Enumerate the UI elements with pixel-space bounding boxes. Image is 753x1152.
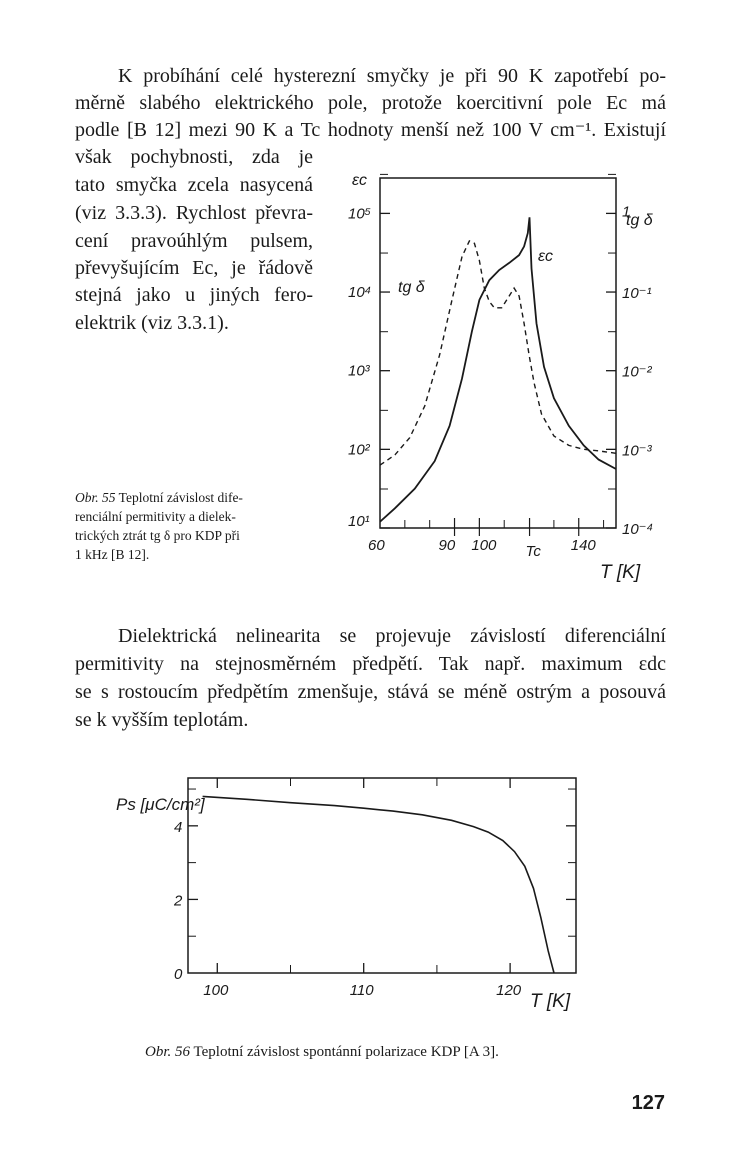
fig55-right-tick-label: 10⁻⁴ [622, 521, 654, 538]
fig56-y-axis-label: Ps [μC/cm²] [116, 795, 205, 814]
fig56-series-ps [203, 796, 554, 973]
para1-line6: (viz 3.3.3). Rychlost převra- [75, 202, 313, 224]
fig56-y-ticks [173, 789, 576, 983]
fig55-annotation-ec: εc [538, 248, 554, 265]
fig55-left-tick-label: 10⁵ [348, 205, 371, 223]
fig56-y-tick-label: 4 [174, 818, 183, 836]
fig55-x-tick-label: 140 [570, 537, 596, 554]
figure55-chart [348, 172, 654, 583]
fig56-x-ticks [203, 778, 522, 999]
fig55-right-tick-label: 10⁻² [622, 363, 652, 381]
page-number: 127 [631, 1092, 665, 1114]
para1-line1: K probíhání celé hysterezní smyčky je při 90 K zapotřebí po- [118, 65, 666, 87]
para1-line5: tato smyčka zcela nasycená [75, 174, 313, 196]
figure56-chart [116, 778, 576, 1012]
figure55-caption-line3: trických ztrát tg δ pro KDP při [75, 528, 240, 543]
para1-line2: měrně slabého elektrického pole, protože koercitivní pole Ec má [75, 92, 666, 114]
fig55-x-tick-label: 100 [471, 537, 497, 554]
fig55-series-tgd [380, 241, 616, 465]
fig55-right-tick-label: 10⁻¹ [622, 285, 652, 303]
fig55-series-ec [380, 217, 616, 521]
fig55-x-tick-label: 60 [368, 537, 385, 554]
para1-line7: cení pravoúhlým pulsem, [75, 230, 313, 252]
fig56-x-tick-label: 100 [203, 982, 229, 999]
fig56-x-axis-label: T [K] [530, 991, 571, 1012]
fig55-x-tick-label: Tc [525, 543, 541, 560]
para1-line8: převyšujícím Ec, je řádově [75, 257, 313, 279]
para2-line3: se s rostoucím předpětím zmenšuje, stává se méně ostrým a posouvá [75, 681, 666, 703]
fig56-y-tick-label: 0 [174, 966, 183, 983]
figure55-caption-line4: 1 kHz [B 12]. [75, 547, 150, 562]
para2-line4: se k vyšším teplotám. [75, 709, 249, 731]
para2-line2: permitivity na stejnosměrném předpětí. Tak např. maximum εdc [75, 653, 666, 675]
figure55-caption-line1: Teplotní závislost dife- [118, 490, 243, 505]
fig55-left-tick-label: 10⁴ [348, 284, 372, 302]
para1-line9: stejná jako u jiných fero- [75, 284, 313, 306]
fig55-right-tick-label: 10⁻³ [622, 442, 652, 460]
fig55-x-axis-label: T [K] [600, 562, 641, 583]
fig55-x-ticks [368, 518, 604, 560]
para1-line3: podle [B 12] mezi 90 K a Tc hodnoty menší než 100 V cm⁻¹. Existují [75, 119, 666, 141]
para1-line10: elektrik (viz 3.3.1). [75, 312, 229, 334]
para1-line4: však pochybnosti, zda je [75, 146, 313, 168]
fig55-left-ticks [348, 174, 390, 530]
fig56-y-tick-label: 2 [174, 892, 183, 910]
figure56-caption-label: Obr. 56 [145, 1044, 191, 1060]
fig56-x-tick-label: 110 [349, 982, 374, 999]
fig55-annotation-tgd: tg δ [398, 279, 425, 296]
fig55-y-left-label: εc [352, 172, 368, 189]
fig55-left-tick-label: 10² [348, 441, 370, 459]
fig55-right-tick-label: 1 [622, 203, 631, 221]
figure55-caption-label: Obr. 55 [75, 490, 116, 505]
figure55-caption-line2: renciální permitivity a dielek- [75, 509, 236, 524]
fig56-plot-frame [188, 778, 576, 973]
para2-line1: Dielektrická nelinearita se projevuje závislostí diferenciální [118, 625, 666, 647]
fig55-plot-frame [380, 178, 616, 528]
fig56-x-tick-label: 120 [496, 982, 522, 999]
fig55-left-tick-label: 10³ [348, 362, 370, 380]
fig55-y-right-label: tg δ [626, 212, 653, 229]
figure56-caption-text: Teplotní závislost spontánní polarizace KDP [A 3]. [193, 1044, 499, 1060]
fig55-x-tick-label: 90 [438, 537, 456, 554]
fig55-left-tick-label: 10¹ [348, 513, 370, 530]
